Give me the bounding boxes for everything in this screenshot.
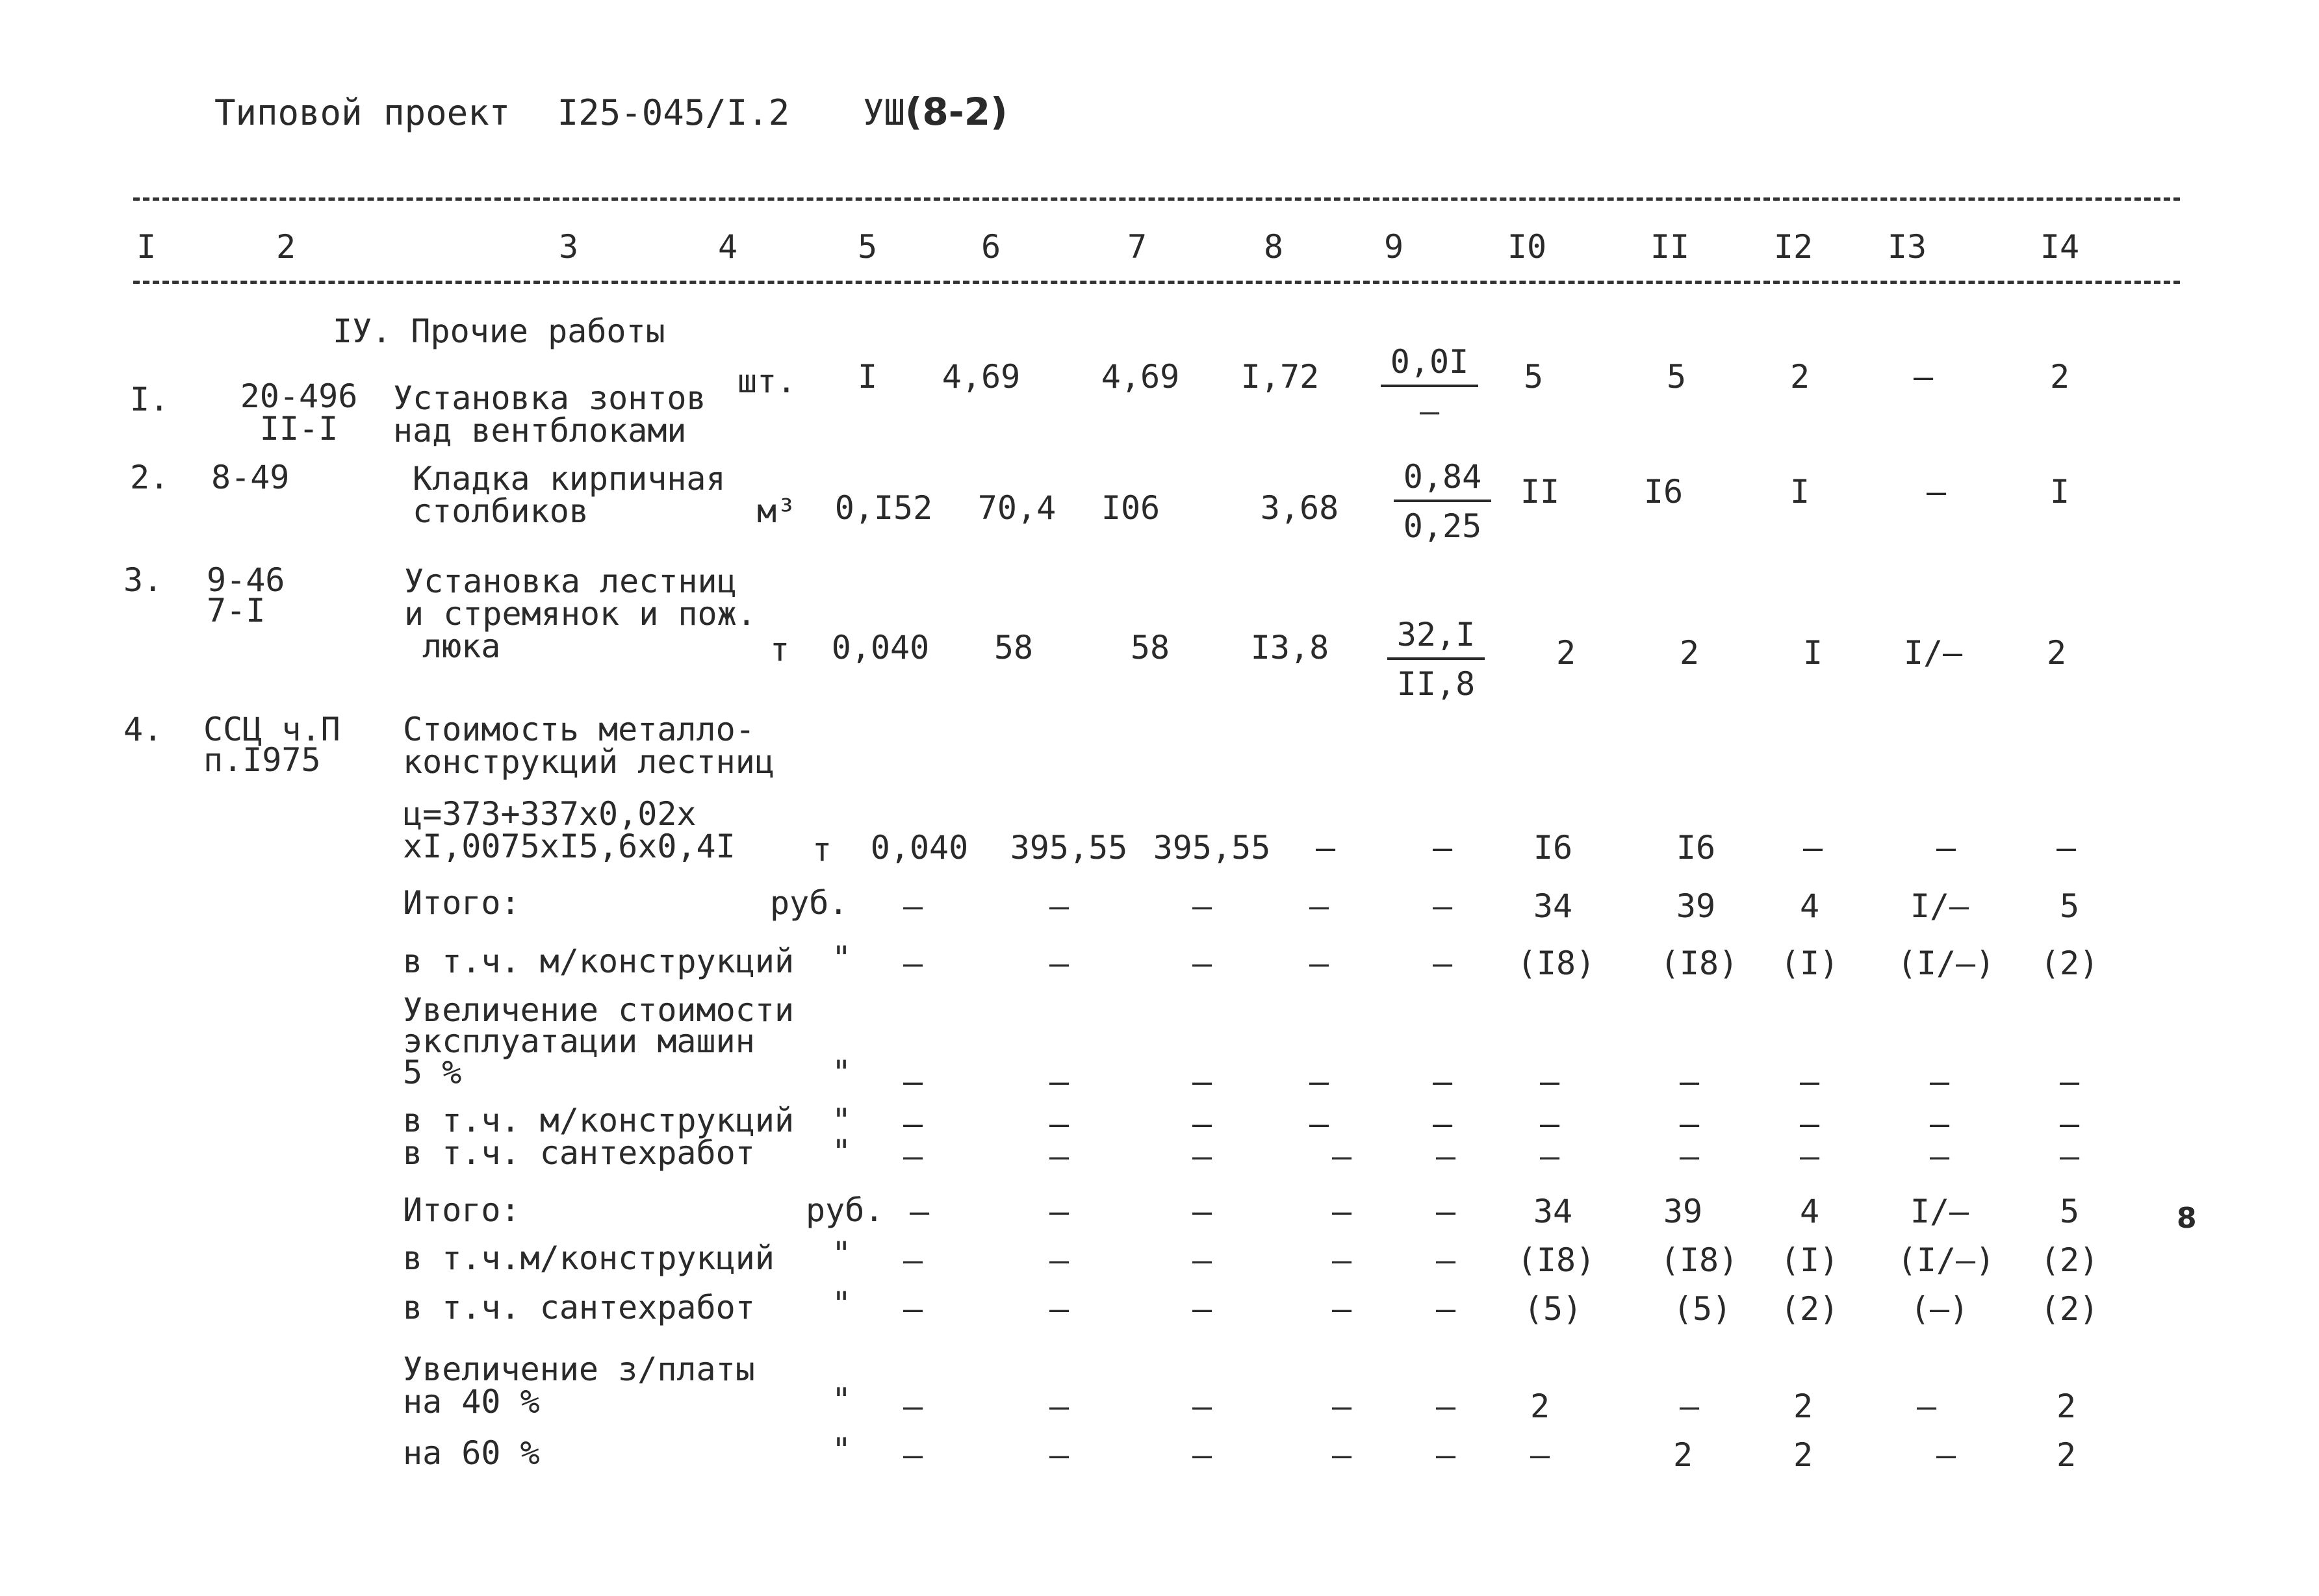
section-title: IУ. Прочие работы <box>333 312 665 350</box>
row-unit: т <box>770 631 790 668</box>
row-col11: 5 <box>1666 358 1687 396</box>
summary-value: – <box>1049 1137 1070 1175</box>
col-num-8: 8 <box>1263 228 1284 266</box>
summary-value: 2 <box>2056 1387 2077 1425</box>
sheet-code-handwritten: (8-2) <box>904 90 1008 134</box>
col-num-1: I <box>136 228 157 266</box>
summary-value: (I) <box>1780 1241 1839 1279</box>
summary-value: (I8) <box>1659 944 1739 982</box>
col-num-2: 2 <box>275 228 296 266</box>
row-col10: 2 <box>1556 634 1576 672</box>
summary-value: – <box>1435 1241 1456 1279</box>
summary-value: 5 <box>2059 887 2080 925</box>
summary-value: – <box>1929 1063 1950 1100</box>
summary-unit: " <box>832 1102 852 1139</box>
summary-value: – <box>1192 1105 1212 1143</box>
summary-unit: " <box>832 1235 852 1273</box>
summary-value: I/– <box>1910 1193 1969 1230</box>
fraction-numerator: 0,0I <box>1381 343 1478 387</box>
row-quantity: 0,040 <box>831 629 930 666</box>
summary-value: – <box>1331 1290 1352 1328</box>
summary-value: – <box>1331 1436 1352 1474</box>
summary-unit: " <box>832 1381 852 1419</box>
summary-label: на 60 % <box>403 1434 540 1472</box>
row-col10: II <box>1520 473 1560 511</box>
col-num-5: 5 <box>857 228 878 266</box>
summary-value: (5) <box>1523 1290 1583 1328</box>
row-price: 4,69 <box>942 358 1021 396</box>
row-quantity: I <box>857 358 878 396</box>
summary-value: 4 <box>1799 1193 1820 1230</box>
summary-unit: " <box>832 1054 852 1091</box>
summary-value: – <box>1049 1193 1070 1230</box>
header-rule-bottom <box>133 281 2180 284</box>
row-formula-line: ц=373+337х0,02х <box>403 795 697 833</box>
summary-value: – <box>903 887 923 925</box>
summary-value: 39 <box>1663 1193 1703 1230</box>
row-unit: т <box>812 831 832 868</box>
summary-unit: " <box>832 939 852 977</box>
summary-value: (I/–) <box>1897 944 1995 982</box>
fraction-denominator: II,8 <box>1396 665 1476 703</box>
row-unit: шт. <box>737 362 797 400</box>
summary-value: – <box>1679 1105 1700 1143</box>
summary-value: – <box>2059 1137 2080 1175</box>
fraction-denominator: 0,25 <box>1403 507 1482 545</box>
row-code-line: ССЦ ч.П <box>203 711 340 748</box>
col-num-3: 3 <box>558 228 579 266</box>
summary-value: – <box>1049 1063 1070 1100</box>
sheet-code: УШ <box>862 92 905 133</box>
summary-value: 39 <box>1676 887 1716 925</box>
summary-unit: руб. <box>806 1191 884 1229</box>
row-col14: 2 <box>2049 358 2070 396</box>
summary-value: – <box>2059 1105 2080 1143</box>
row-price: 70,4 <box>977 489 1057 527</box>
summary-value: – <box>1049 1387 1070 1425</box>
summary-value: – <box>1192 1436 1212 1474</box>
summary-value: (–) <box>1910 1290 1969 1328</box>
col-num-12: I2 <box>1773 228 1813 266</box>
summary-value: – <box>1049 1105 1070 1143</box>
summary-value: – <box>903 1063 923 1100</box>
col-num-11: II <box>1650 228 1690 266</box>
summary-value: – <box>903 1137 923 1175</box>
summary-label: в т.ч. м/конструкций <box>403 1102 795 1139</box>
row-total: 4,69 <box>1101 358 1180 396</box>
summary-value: 34 <box>1533 1193 1573 1230</box>
row-total: I06 <box>1101 489 1160 527</box>
summary-value: – <box>1539 1105 1560 1143</box>
summary-value: – <box>1309 944 1329 982</box>
row-col12: – <box>1802 829 1823 867</box>
summary-value: – <box>903 1290 923 1328</box>
summary-value: (2) <box>1780 1290 1839 1328</box>
summary-value: – <box>1799 1063 1820 1100</box>
summary-value: – <box>1435 1290 1456 1328</box>
summary-value: (I) <box>1780 944 1839 982</box>
summary-value: – <box>1309 1063 1329 1100</box>
summary-label: 5 % <box>403 1054 462 1091</box>
summary-value: (I8) <box>1659 1241 1739 1279</box>
row-col13: – <box>1926 473 1947 511</box>
summary-value: (I8) <box>1517 1241 1596 1279</box>
summary-value: (5) <box>1672 1290 1732 1328</box>
row-description-line: Установка лестниц <box>404 563 737 600</box>
row-col14: I <box>2049 473 2070 511</box>
margin-handwritten-mark: 8 <box>2177 1202 2197 1235</box>
project-label: Типовой проект <box>214 92 511 133</box>
row-col8: 3,68 <box>1260 489 1339 527</box>
summary-label: в т.ч.м/конструкций <box>403 1239 775 1277</box>
summary-value: – <box>903 1241 923 1279</box>
row-col8: I3,8 <box>1250 629 1329 666</box>
summary-value: – <box>1799 1137 1820 1175</box>
summary-value: – <box>1049 1241 1070 1279</box>
row-quantity: 0,I52 <box>834 489 933 527</box>
summary-label: Увеличение стоимости <box>403 991 795 1029</box>
col-num-10: I0 <box>1507 228 1547 266</box>
summary-value: – <box>1432 944 1453 982</box>
row-description-line: люка <box>422 627 501 665</box>
col-num-9: 9 <box>1383 228 1404 266</box>
row-description-line: столбиков <box>413 492 589 530</box>
summary-value: 2 <box>1530 1387 1550 1425</box>
fraction-numerator: 32,I <box>1387 616 1485 660</box>
summary-value: I/– <box>1910 887 1969 925</box>
summary-value: – <box>1049 887 1070 925</box>
summary-label: на 40 % <box>403 1383 540 1421</box>
summary-unit: руб. <box>770 884 849 922</box>
summary-value: – <box>1331 1137 1352 1175</box>
summary-unit: " <box>832 1285 852 1323</box>
summary-value: – <box>903 1436 923 1474</box>
summary-value: – <box>1331 1241 1352 1279</box>
row-col10: I6 <box>1533 829 1573 867</box>
summary-value: – <box>903 944 923 982</box>
col-num-7: 7 <box>1127 228 1147 266</box>
summary-value: – <box>1331 1387 1352 1425</box>
row-col12: 2 <box>1789 358 1810 396</box>
fraction-denominator: – <box>1419 392 1440 430</box>
summary-label: в т.ч. сантехработ <box>403 1134 755 1172</box>
summary-value: – <box>1049 1436 1070 1474</box>
row-code-line: 8-49 <box>211 459 290 496</box>
summary-value: – <box>1936 1436 1956 1474</box>
row-description-line: над вентблоками <box>393 412 687 450</box>
summary-value: – <box>1539 1137 1560 1175</box>
row-code-line: 9-46 <box>207 561 285 599</box>
summary-unit: " <box>832 1133 852 1171</box>
header-rule-top <box>133 197 2180 201</box>
row-quantity: 0,040 <box>870 829 969 867</box>
summary-value: – <box>1799 1105 1820 1143</box>
row-number: 3. <box>123 561 163 599</box>
summary-value: – <box>1929 1137 1950 1175</box>
summary-value: – <box>903 1387 923 1425</box>
row-col9: – <box>1432 829 1453 867</box>
summary-value: – <box>1192 1241 1212 1279</box>
row-description-line: конструкций лестниц <box>403 743 775 781</box>
summary-value: – <box>2059 1063 2080 1100</box>
summary-label: Итого: <box>403 884 520 922</box>
summary-value: – <box>1432 887 1453 925</box>
row-code-line: п.I975 <box>203 741 321 779</box>
row-col14: – <box>2056 829 2077 867</box>
summary-value: – <box>1192 1137 1212 1175</box>
col-num-6: 6 <box>980 228 1001 266</box>
summary-value: – <box>1432 1063 1453 1100</box>
row-col12: I <box>1802 634 1823 672</box>
summary-label: в т.ч. сантехработ <box>403 1289 755 1326</box>
document-header <box>214 90 1008 134</box>
row-price: 395,55 <box>1010 829 1128 867</box>
summary-value: – <box>1309 1105 1329 1143</box>
row-description-line: Стоимость металло- <box>403 711 755 748</box>
summary-value: (I8) <box>1517 944 1596 982</box>
summary-value: – <box>1049 1290 1070 1328</box>
col-num-4: 4 <box>717 228 738 266</box>
row-number: 4. <box>123 711 163 748</box>
row-price: 58 <box>993 629 1034 666</box>
row-number: I. <box>130 381 170 418</box>
summary-value: – <box>1679 1387 1700 1425</box>
row-col14: 2 <box>2046 634 2067 672</box>
row-fraction <box>1387 616 1485 703</box>
row-fraction <box>1381 343 1478 430</box>
row-col12: I <box>1789 473 1810 511</box>
summary-value: – <box>1192 887 1212 925</box>
summary-value: – <box>1432 1105 1453 1143</box>
summary-value: 4 <box>1799 887 1820 925</box>
summary-label: Итого: <box>403 1191 520 1229</box>
summary-value: 2 <box>2056 1436 2077 1474</box>
row-unit: м³ <box>757 492 797 530</box>
row-col13: I/– <box>1903 634 1963 672</box>
summary-value: – <box>1916 1387 1937 1425</box>
row-col13: – <box>1936 829 1956 867</box>
row-number: 2. <box>130 459 170 496</box>
summary-label: Увеличение з/платы <box>403 1350 755 1388</box>
summary-value: (2) <box>2040 944 2099 982</box>
row-description-line: и стремянок и пож. <box>404 595 756 633</box>
project-number: I25-045/I.2 <box>557 92 790 133</box>
summary-value: (2) <box>2040 1290 2099 1328</box>
row-total: 58 <box>1130 629 1170 666</box>
row-code-line: 7-I <box>207 592 266 629</box>
row-total: 395,55 <box>1153 829 1271 867</box>
row-col11: 2 <box>1679 634 1700 672</box>
row-col8: – <box>1315 829 1336 867</box>
col-num-13: I3 <box>1887 228 1927 266</box>
summary-value: 2 <box>1672 1436 1693 1474</box>
summary-value: – <box>1929 1105 1950 1143</box>
summary-unit: " <box>832 1431 852 1469</box>
summary-value: – <box>1539 1063 1560 1100</box>
row-col13: – <box>1913 358 1934 396</box>
summary-value: – <box>1049 944 1070 982</box>
summary-value: 5 <box>2059 1193 2080 1230</box>
row-formula-line: хI,0075хI5,6х0,4I <box>403 828 736 865</box>
summary-value: – <box>1435 1193 1456 1230</box>
summary-value: – <box>1331 1193 1352 1230</box>
summary-value: – <box>1679 1137 1700 1175</box>
summary-value: 34 <box>1533 887 1573 925</box>
summary-value: – <box>1435 1137 1456 1175</box>
summary-value: – <box>1192 1387 1212 1425</box>
row-description-line: Установка зонтов <box>393 379 706 417</box>
row-col11: I6 <box>1643 473 1684 511</box>
summary-value: (I/–) <box>1897 1241 1995 1279</box>
row-code-line: 20-496 <box>240 377 358 415</box>
summary-value: – <box>1435 1387 1456 1425</box>
summary-value: – <box>1309 887 1329 925</box>
summary-value: – <box>909 1193 930 1230</box>
summary-value: – <box>903 1105 923 1143</box>
row-description-line: Кладка кирпичная <box>413 460 726 498</box>
row-code-line: II-I <box>259 410 339 448</box>
summary-value: 2 <box>1793 1387 1813 1425</box>
summary-label: в т.ч. м/конструкций <box>403 943 795 980</box>
summary-value: (2) <box>2040 1241 2099 1279</box>
summary-value: 2 <box>1793 1436 1813 1474</box>
row-col11: I6 <box>1676 829 1716 867</box>
row-fraction <box>1394 458 1491 545</box>
summary-value: – <box>1192 1290 1212 1328</box>
summary-value: – <box>1192 1193 1212 1230</box>
fraction-numerator: 0,84 <box>1394 458 1491 502</box>
row-col10: 5 <box>1523 358 1544 396</box>
summary-value: – <box>1530 1436 1550 1474</box>
summary-value: – <box>1192 1063 1212 1100</box>
summary-value: – <box>1192 944 1212 982</box>
summary-value: – <box>1679 1063 1700 1100</box>
row-col8: I,72 <box>1240 358 1320 396</box>
summary-value: – <box>1435 1436 1456 1474</box>
summary-label: эксплуатации машин <box>403 1022 755 1060</box>
col-num-14: I4 <box>2040 228 2080 266</box>
